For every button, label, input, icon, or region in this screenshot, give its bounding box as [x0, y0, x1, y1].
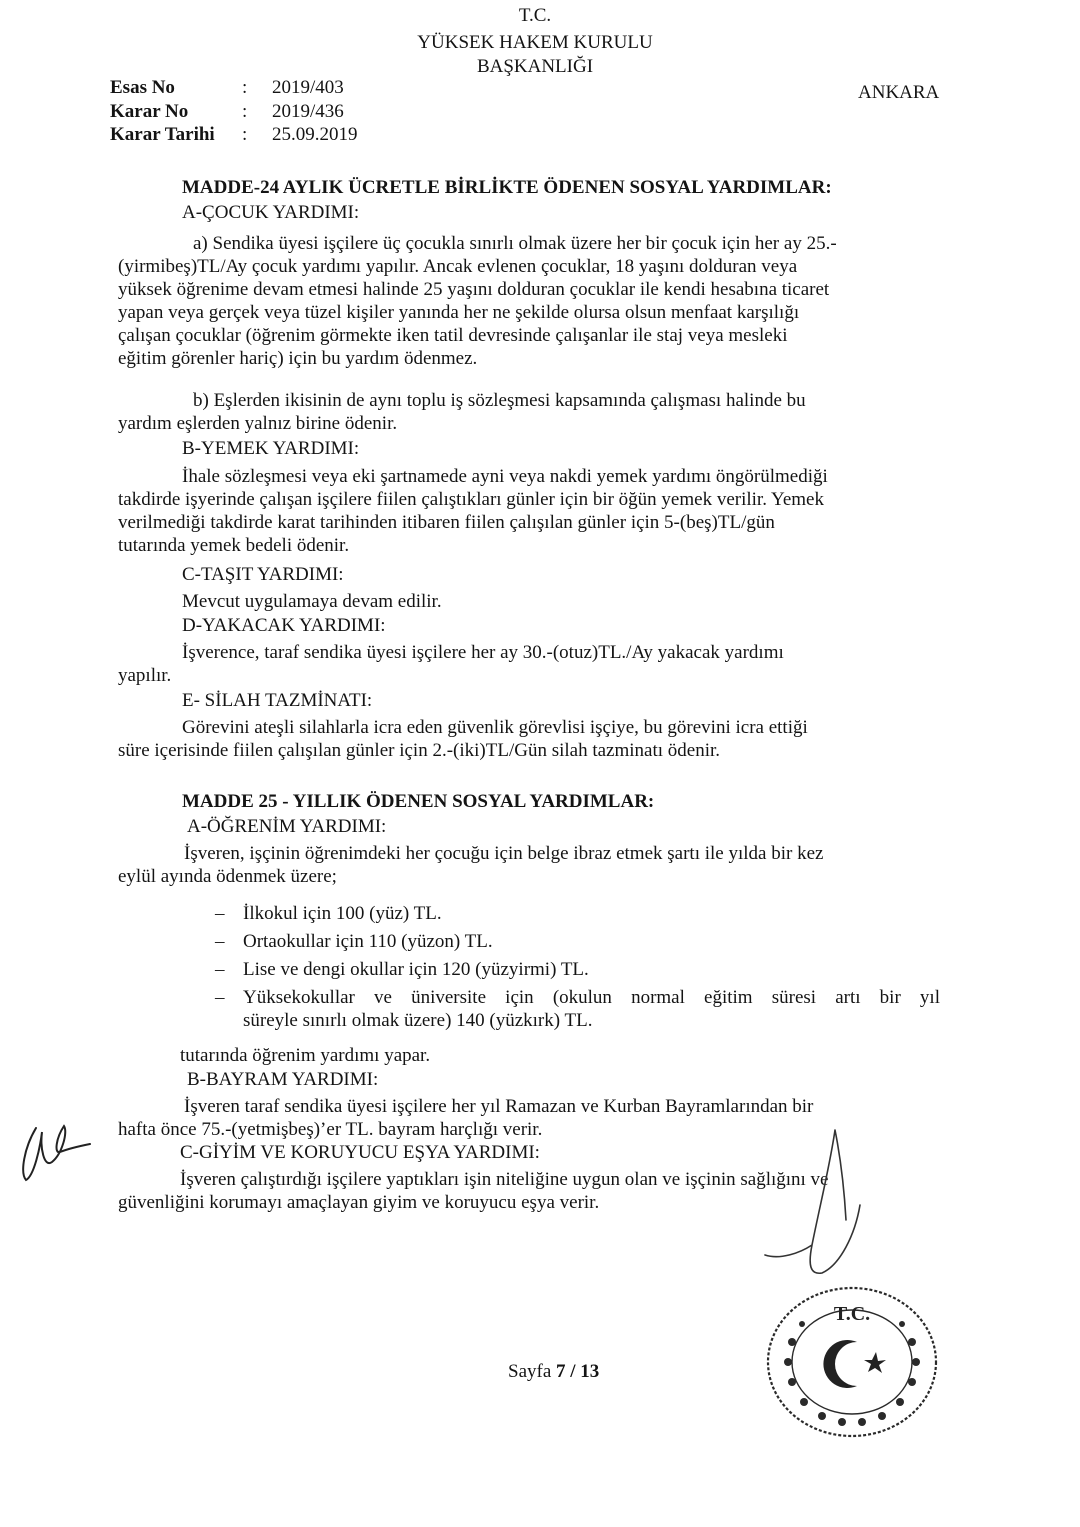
- karar-colon: :: [242, 100, 248, 122]
- paragraph-line: (yirmibeş)TL/Ay çocuk yardımı yapılır. Ancak evlenen çocuklar, 18 yaşını dolduran veya: [118, 256, 798, 277]
- paragraph-line: hafta önce 75.-(yetmişbeş)’er TL. bayram harçlığı verir.: [118, 1119, 543, 1140]
- tasit-yardimi-text: Mevcut uygulamaya devam edilir.: [182, 591, 442, 612]
- paragraph-line: İşverence, taraf sendika üyesi işçilere her ay 30.-(otuz)TL./Ay yakacak yardımı: [182, 642, 784, 663]
- header-org-line2: BAŞKANLIĞI: [476, 56, 594, 77]
- page-current: 7: [556, 1361, 566, 1382]
- ogrenim-yardimi-paragraph: [118, 842, 938, 888]
- stamp-text: T.C.: [833, 1303, 871, 1325]
- madde24-title: MADDE-24 AYLIK ÜCRETLE BİRLİKTE ÖDENEN SOSYAL YARDIMLAR:: [182, 177, 832, 198]
- paragraph-line: çalışan çocuklar (öğrenim görmekte iken tatil devresinde çalışanlar ile staj veya mesleki: [118, 325, 788, 346]
- paragraph-line: İhale sözleşmesi veya eki şartnamede ayni veya nakdi yemek yardımı öngörülmediği: [182, 466, 828, 487]
- silah-tazminati-title: E- SİLAH TAZMİNATI:: [182, 690, 373, 711]
- paragraph-line: İşveren çalıştırdığı işçilere yaptıkları işin niteliğine uygun olan ve işçinin sağlığını ve: [180, 1169, 829, 1190]
- paragraph-line: yardım eşlerden yalnız birine ödenir.: [118, 413, 398, 434]
- paragraph-line: eylül ayında ödenmek üzere;: [118, 866, 337, 887]
- initials-signature: [14, 1118, 94, 1188]
- tarih-label: Karar Tarihi: [110, 124, 215, 145]
- paragraph-line: İşveren taraf sendika üyesi işçilere her yıl Ramazan ve Kurban Bayramlarından bir: [184, 1096, 814, 1117]
- cocuk-yardimi-title: A-ÇOCUK YARDIMI:: [182, 202, 360, 223]
- paragraph-line: takdirde işyerinde çalışan işçilere fiilen çalıştıkları günler için bir öğün yemek verilir. Yemek: [118, 489, 824, 510]
- page-total: 13: [580, 1361, 600, 1382]
- paragraph-line: güvenliğini korumayı amaçlayan giyim ve koruyucu eşya verir.: [118, 1192, 600, 1213]
- header-city: ANKARA: [858, 82, 940, 103]
- list-item: [215, 930, 940, 953]
- esas-label: Esas No: [110, 77, 175, 98]
- official-stamp: [762, 1282, 942, 1442]
- bayram-yardimi-title: B-BAYRAM YARDIMI:: [187, 1069, 379, 1090]
- esas-row: [110, 76, 358, 100]
- tarih-value: 25.09.2019: [272, 124, 358, 145]
- list-item-continuation: süreyle sınırlı olmak üzere) 140 (yüzkırk) TL.: [243, 1010, 593, 1031]
- ogrenim-yardimi-title: A-ÖĞRENİM YARDIMI:: [187, 816, 387, 837]
- list-item-text: Lise ve dengi okullar için 120 (yüzyirmi) TL.: [243, 959, 589, 980]
- paragraph-line: Görevini ateşli silahlarla icra eden güvenlik görevlisi işçiye, bu görevini icra ettiği: [182, 717, 808, 738]
- ogrenim-yardimi-end: tutarında öğrenim yardımı yapar.: [180, 1045, 431, 1066]
- bullet-dash: –: [215, 931, 225, 952]
- esler-paragraph: [118, 389, 938, 435]
- bullet-dash: –: [215, 903, 225, 924]
- case-meta: [110, 76, 358, 147]
- karar-label: Karar No: [110, 100, 189, 122]
- paragraph-line: a) Sendika üyesi işçilere üç çocukla sınırlı olmak üzere her bir çocuk için her ay 25.-: [193, 233, 837, 254]
- yakacak-yardimi-paragraph: [118, 641, 938, 687]
- tarih-row: [110, 123, 358, 147]
- paragraph-line: süre içerisinde fiilen çalışılan günler için 2.-(iki)TL/Gün silah tazminatı ödenir.: [118, 740, 721, 761]
- paragraph-line: İşveren, işçinin öğrenimdeki her çocuğu için belge ibraz etmek şartı ile yılda bir kez: [184, 843, 824, 864]
- esas-value: 2019/403: [272, 77, 344, 98]
- yemek-yardimi-paragraph: [118, 465, 938, 557]
- header-tc: T.C.: [518, 5, 552, 26]
- header-org-line1: YÜKSEK HAKEM KURULU: [417, 32, 653, 53]
- madde25-title: MADDE 25 - YILLIK ÖDENEN SOSYAL YARDIMLAR:: [182, 791, 655, 812]
- page-number: [508, 1361, 599, 1383]
- list-item: [215, 986, 940, 1009]
- list-item-text: Yüksekokullar ve üniversite için (okulun normal eğitim süresi artı bir yıl: [243, 987, 940, 1008]
- page-separator: /: [570, 1361, 576, 1382]
- giyim-yardimi-title: C-GİYİM VE KORUYUCU EŞYA YARDIMI:: [180, 1142, 540, 1163]
- bullet-dash: –: [215, 959, 225, 980]
- paragraph-line: verilmediği takdirde karat tarihinden itibaren fiilen çalışılan günler için 5-(beş)TL/gün: [118, 512, 775, 533]
- paragraph-line: tutarında yemek bedeli ödenir.: [118, 535, 350, 556]
- silah-tazminati-paragraph: [118, 716, 938, 762]
- cocuk-yardimi-paragraph: [118, 232, 938, 370]
- list-item-text: Ortaokullar için 110 (yüzon) TL.: [243, 931, 493, 952]
- tarih-colon: :: [242, 124, 248, 145]
- paragraph-line: yapan veya gerçek veya tüzel kişiler yanında her ne şekilde olursa olsun menfaat karşılığı: [118, 302, 800, 323]
- karar-value: 2019/436: [272, 100, 344, 122]
- yakacak-yardimi-title: D-YAKACAK YARDIMI:: [182, 615, 386, 636]
- list-item-text: İlkokul için 100 (yüz) TL.: [243, 903, 442, 924]
- yemek-yardimi-title: B-YEMEK YARDIMI:: [182, 438, 360, 459]
- list-item: [215, 958, 940, 981]
- bullet-dash: –: [215, 987, 225, 1008]
- paragraph-line: yüksek öğrenime devam etmesi halinde 25 yaşını dolduran çocuklar ile kendi hesabına ticaret: [118, 279, 830, 300]
- paragraph-line: eğitim görenler hariç) için bu yardım ödenmez.: [118, 348, 478, 369]
- karar-row: [110, 100, 358, 124]
- signature: [760, 1125, 870, 1295]
- tasit-yardimi-title: C-TAŞIT YARDIMI:: [182, 564, 344, 585]
- ogrenim-list: [215, 902, 940, 1032]
- page-label: Sayfa: [508, 1361, 552, 1382]
- paragraph-line: b) Eşlerden ikisinin de aynı toplu iş sözleşmesi kapsamında çalışması halinde bu: [193, 390, 806, 411]
- paragraph-line: yapılır.: [118, 665, 172, 686]
- list-item: [215, 902, 940, 925]
- esas-colon: :: [242, 77, 248, 98]
